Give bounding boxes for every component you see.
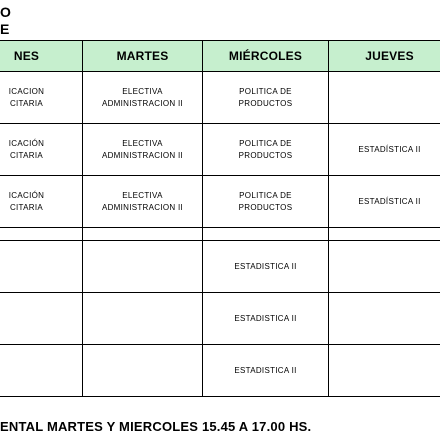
cell-text: PRODUCTOS: [238, 150, 293, 160]
schedule-table: [0, 40, 440, 397]
schedule-cell-miercoles: [203, 124, 329, 176]
table-row: [0, 72, 440, 124]
schedule-cell-jueves: [329, 176, 440, 228]
schedule-cell-martes: [83, 293, 203, 345]
schedule-cell-miercoles: [203, 241, 329, 293]
schedule-cell-jueves: [329, 228, 440, 241]
sheet-title-line-2: E: [0, 21, 10, 37]
cell-text: CITARIA: [9, 98, 44, 108]
cell-text: ADMINISTRACION II: [101, 150, 184, 160]
cell-text: POLITICA DE: [239, 138, 292, 148]
cell-text: POLITICA DE: [239, 86, 292, 96]
schedule-cell-martes: [83, 72, 203, 124]
header-row: [0, 41, 440, 72]
schedule-cell-jueves: [329, 293, 440, 345]
cell-text: ELECTIVA: [122, 190, 163, 200]
cell-text: PRODUCTOS: [238, 98, 293, 108]
schedule-cell-miercoles: [203, 72, 329, 124]
column-header-miercoles: MIÉRCOLES: [203, 41, 329, 72]
table-row: [0, 293, 440, 345]
table-row: [0, 345, 440, 397]
column-header-jueves: JUEVES: [329, 41, 440, 72]
cell-text: ICACIÓN: [8, 190, 45, 200]
schedule-body: [0, 72, 440, 397]
schedule-cell-lunes: [0, 124, 83, 176]
schedule-cell-lunes: [0, 293, 83, 345]
cell-text: ESTADÍSTICA II: [358, 196, 421, 206]
cell-text: POLITICA DE: [239, 190, 292, 200]
schedule-cell-martes: [83, 345, 203, 397]
schedule-cell-lunes: [0, 176, 83, 228]
schedule-cell-jueves: [329, 72, 440, 124]
column-header-martes: MARTES: [83, 41, 203, 72]
sheet-title-line-1: O: [0, 4, 11, 20]
schedule-cell-martes: [83, 228, 203, 241]
schedule-cell-martes: [83, 241, 203, 293]
schedule-cell-lunes: [0, 228, 83, 241]
cell-text: ESTADISTICA II: [234, 313, 297, 323]
schedule-cell-jueves: [329, 241, 440, 293]
schedule-footnote: ENTAL MARTES Y MIERCOLES 15.45 A 17.00 HS.: [0, 419, 312, 434]
schedule-cell-miercoles: [203, 228, 329, 241]
table-row: [0, 228, 440, 241]
cell-text: ESTADÍSTICA II: [358, 144, 421, 154]
schedule-cell-lunes: [0, 345, 83, 397]
cell-text: CITARIA: [9, 202, 44, 212]
schedule-cell-jueves: [329, 345, 440, 397]
column-header-lunes: NES: [0, 41, 83, 72]
schedule-cell-miercoles: [203, 176, 329, 228]
cell-text: PRODUCTOS: [238, 202, 293, 212]
table-row: [0, 241, 440, 293]
table-row: [0, 176, 440, 228]
schedule-cell-martes: [83, 176, 203, 228]
cell-text: ESTADISTICA II: [234, 365, 297, 375]
cell-text: CITARIA: [9, 150, 44, 160]
cell-text: ADMINISTRACION II: [101, 202, 184, 212]
schedule-cell-lunes: [0, 241, 83, 293]
schedule-cell-jueves: [329, 124, 440, 176]
schedule-cell-miercoles: [203, 293, 329, 345]
schedule-cell-miercoles: [203, 345, 329, 397]
cell-text: ELECTIVA: [122, 86, 163, 96]
schedule-cell-martes: [83, 124, 203, 176]
cell-text: ELECTIVA: [122, 138, 163, 148]
cell-text: ICACION: [8, 86, 45, 96]
cell-text: ESTADISTICA II: [234, 261, 297, 271]
schedule-cell-lunes: [0, 72, 83, 124]
cell-text: ICACIÓN: [8, 138, 45, 148]
table-row: [0, 124, 440, 176]
cell-text: ADMINISTRACION II: [101, 98, 184, 108]
